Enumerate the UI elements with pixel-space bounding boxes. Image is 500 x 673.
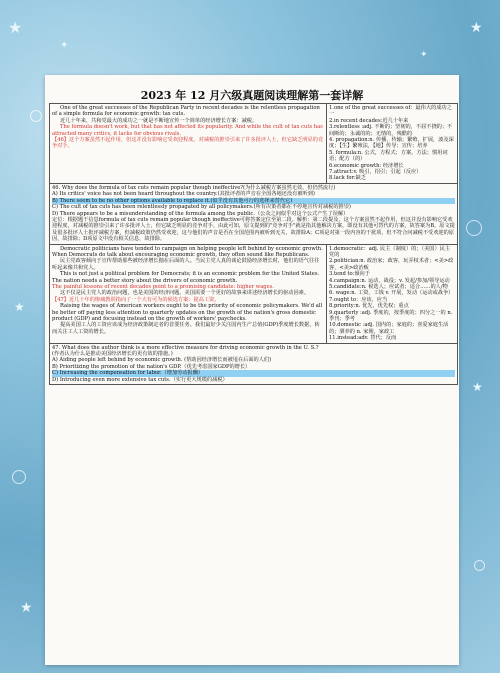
vocab-item: 7.ought to：应该，应当 (329, 296, 388, 303)
passage-translation: 这不仅是民主党人的政治问题，也是美国的经济问题。美国需要一个更好的故事来讲述经济增长的驱动因素。 (60, 290, 310, 297)
vocab-item: 1.democratic：adj. 民主（制度）的；（美国）民主党的 (329, 245, 451, 258)
bubble-decoration (474, 560, 485, 571)
vocab-item: 10.domestic :adj. 国内的；家庭的；喜爱家庭生活的；驯养的 n. 家佣，家政工 (329, 322, 449, 335)
key-sentence: The painful lessons of recent decades point to a promising candidate: higher wages. (52, 283, 275, 290)
star-icon: ★ (20, 600, 33, 616)
explanation: 定位：根据题干信息formula of tax cuts remain popular though ineffective可将答案定位至第二段。解析：第二段提及，这个方案虽然不起作用，但这并没有影响它受欢迎程度，对减税的推崇引来了许多批评人士，但它缺乏明显的竞争对手。由此可知，原文提到的"竞争对手"就是指其他解决方案，即没有其他可替代的方案，故答案为B。原文提及很多批评人士批评减税方案，但减税政策仍然受欢迎，这与他们的声音是否在全国范围内被听到无关，故排除A；C项是对第一段内容的干扰项，但不符合问减税不受欢迎的原因，故排除；D项原文中没有相关信息，故排除。 (52, 216, 455, 243)
vocab-cell (327, 104, 458, 184)
vocab-item: 4.campaign:n. 运动，战役；v. 发起/参加/领导运动 (329, 277, 450, 284)
table-row (50, 104, 458, 184)
option-c: C) The cult of tax cuts has been relentlessly propagated by all policymakers.(所有决策者都在不停地宣传对减税的推崇) (52, 204, 351, 211)
vocab-item: 11.instead:adv. 替代；反而 (329, 335, 397, 342)
sparkle-icon: ✦ (420, 50, 428, 60)
question-text: 46. Why does the formula of tax cuts remain popular though ineffective?(为什么减税方案虽然无效，但仍然流行) (52, 184, 336, 191)
vocab-item: 5. formula:n. 公式，方程式；方案，方法；惯用词语；配方（的） (329, 149, 448, 163)
bubble-decoration (466, 220, 482, 236)
vocab-item: 3.tend to:倾向于 (329, 271, 370, 278)
passage-translation: 民主党政客倾向于宣传帮助那些被经济增长抛在后面的人。当民主党人真的谈论鼓励经济增长时，他们的语气往往听起来像共和党人。 (52, 258, 320, 271)
star-icon: ★ (14, 300, 25, 314)
option-d: D) Introducing even more extensive tax cuts.（实行更大规模的减税） (52, 376, 228, 383)
star-icon: ★ (470, 20, 483, 36)
passage-text: This is not just a political problem for Democrats; it is an economic problem for the United States. The nation needs a better story about the drivers of economic growth. (52, 271, 320, 284)
vocab-item: 6. wage:n. 工资，工钱 v. 开展，发动（运动或战争） (329, 290, 454, 297)
key-sentence-translation: 【46】这个方案虽然不起作用，但这并没有影响它受欢迎程度。对减税的推崇引来了许多批评人士，但它缺乏明显的竞争对手。 (52, 137, 324, 150)
vocab-item: 1.one of the great successes of：最伟大的成功之一 (329, 105, 452, 118)
passage-text: Democratic politicians have tended to campaign on helping people left behind by economic growth. When Democrats do talk about encouraging economic growth, they often sound like Republicans. (52, 245, 323, 258)
vocab-item: 8.lack for:缺乏 (329, 175, 367, 182)
passage-text: Raising the wages of American workers ought to be the priority of economic policymakers. We'd all be better off paying less attention to quarterly updates on the growth of the nation's gross domestic product (GDP) and focusing instead on the growth of workers' paychecks. (52, 303, 323, 322)
option-d: D) There appears to be a misunderstanding of the formula among the public.（公众之间似乎对这个公式产生了误解） (52, 210, 349, 217)
key-sentence-translation: 【47】近几十年的惨痛教训指向了一个大有可为的候选方案：提高工资。 (52, 296, 220, 303)
key-sentence: The formula doesn't work, but that has not affected its popularity. And while the cult of tax cuts has attracted many critics, it lacks for obvious rivals. (52, 124, 323, 137)
vocab-item: 8.priority:n. 优先，优先权；重点 (329, 303, 409, 310)
page-title: 2023 年 12 月六级真题阅读理解第一套详解 (140, 89, 364, 102)
option-a: A) Aiding people left behind by economic growth. (帮助因经济增长而被甩在后面的人们) (52, 357, 272, 364)
passage-translation: 近几十年来，共和党最大的成功之一就是不断地宣传一个简单的经济增长方案：减税。 (60, 117, 258, 124)
option-b-answer: B) There seem to be no other options available to replace it.(似乎没有其他可行的选择来替代它) (52, 198, 455, 204)
vocab-item: 6.economic growth: 经济增长 (329, 162, 404, 169)
option-b: B) Prioritizing the promotion of the nation's GDP.（优先考虑国家GDP的增长） (52, 363, 251, 370)
passage-translation: 提高美国工人的工资应该成为经济政策制定者的首要任务。我们最好少关注国内生产总值(GDP)季度增长数据，转而关注工人工资的增长。 (52, 322, 320, 335)
star-icon: ★ (8, 18, 23, 37)
table-row (50, 183, 458, 244)
passage-cell (50, 104, 327, 184)
vocab-item: 2.in recent decades:近几十年来 (329, 117, 409, 124)
question-translation: (作者认为什么是推动美国经济增长的更有效的措施。) (52, 351, 173, 358)
content-table (49, 103, 458, 385)
vocab-item: 7.attract:v. 吸引，招引；引起（反应） (329, 169, 422, 176)
vocab-cell (327, 244, 458, 343)
question-text: 47. What does the author think is a more effective measure for driving economic growth in the U. S.? (52, 344, 319, 351)
star-icon: ★ (472, 380, 483, 394)
vocab-item: 9.quarterly :adj. 季度的，按季度的；四分之一的 n. 季刊；季考 (329, 309, 453, 322)
table-row (50, 244, 458, 343)
vocab-item: 5.candidate:n. 候选人；应试者；适合……的人/物 (329, 283, 448, 290)
option-a: A) Its critics' voice has not been heard throughout the country.(其批评者的声音在全国各地还没有被听到) (52, 191, 315, 198)
vocab-item: 4. propagation:n. 传播，传输；繁殖，扩展，波及深度；【生】繁殖法，【地】传导；宣传；培养 (329, 137, 454, 150)
table-row (50, 343, 458, 384)
document-page (45, 75, 459, 665)
question-cell (50, 183, 458, 244)
question-cell (50, 343, 458, 384)
option-c-answer: C) Increasing the compensation for labor.（增加劳动报酬） (52, 370, 455, 376)
passage-text: One of the great successes of the Republican Party in recent decades is the relentless propagation of a simple formula for economic growth: tax cuts. (52, 105, 320, 118)
bubble-decoration (30, 110, 42, 122)
vocab-item: 2.politician:n. 政治家；政客，玩弄权术者；<美>政客，<美>政治贩 (329, 258, 454, 271)
vocab-item: 3.relentless :adj. 不断的；坚韧的，不屈不挠的；不间断的；永诚的的；无情的，残酷的 (329, 124, 453, 137)
passage-cell (50, 244, 327, 343)
sparkle-icon: ✦ (60, 40, 69, 51)
bubble-decoration (12, 470, 26, 484)
